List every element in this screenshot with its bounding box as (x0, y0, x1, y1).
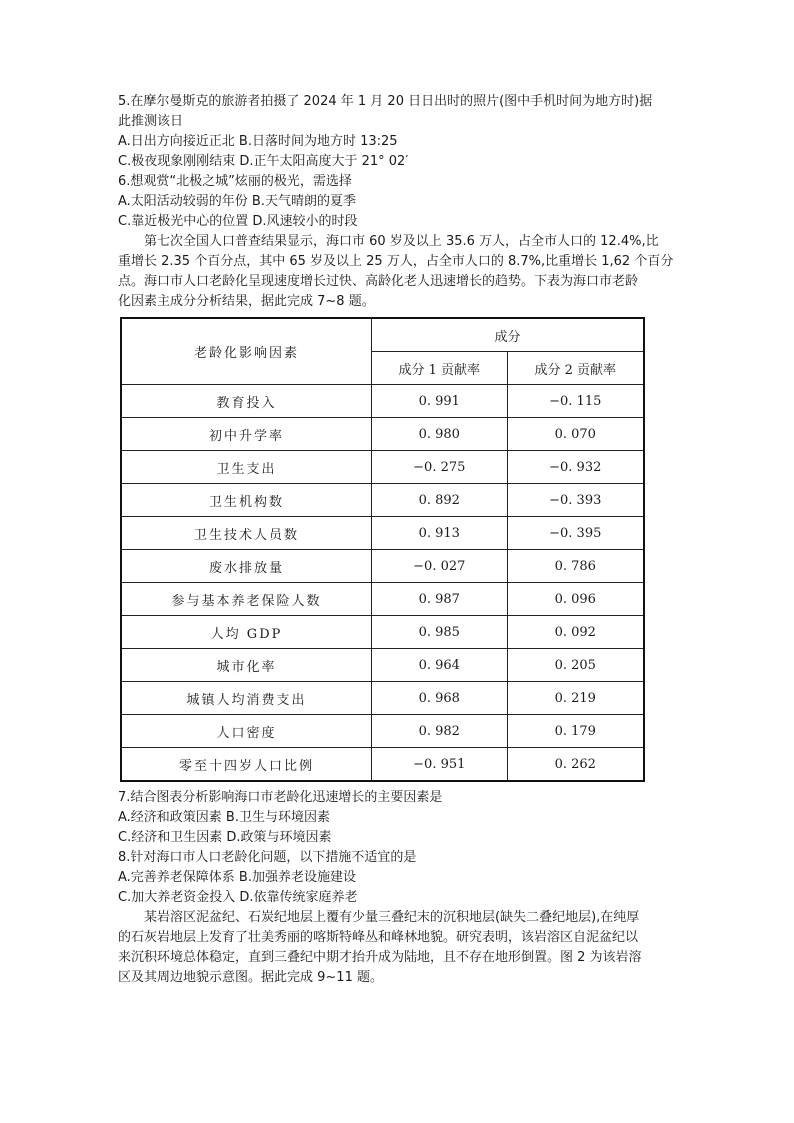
factor-cell: 参与基本养老保险人数 (121, 583, 372, 616)
passage-population-line: 第七次全国人口普查结果显示，海口市 60 岁及以上 35.6 万人，占全市人口的 12.4%,比 (144, 234, 659, 249)
factor-cell: 城市化率 (121, 649, 372, 682)
exam-page (118, 92, 678, 988)
component-1-value: 0. 985 (372, 616, 507, 649)
question-5-options-cd: C.极夜现象刚刚结束 D.正午太阳高度大于 21° 02′ (118, 154, 409, 169)
component-2-value: 0. 092 (507, 616, 644, 649)
component-group-header: 成分 (372, 318, 644, 352)
component-1-value: 0. 980 (372, 418, 507, 451)
component-1-header: 成分 1 贡献率 (372, 352, 507, 385)
component-2-value: 0. 786 (507, 550, 644, 583)
component-1-value: 0. 913 (372, 517, 507, 550)
question-8 (118, 848, 678, 908)
component-1-value: −0. 951 (372, 748, 507, 782)
component-2-value: 0. 179 (507, 715, 644, 748)
component-1-value: 0. 892 (372, 484, 507, 517)
factor-cell: 教育投入 (121, 385, 372, 418)
passage-karst-line: 来沉积环境总体稳定，直到三叠纪中期才抬升成为陆地，且不存在地形倒置。图 2 为该岩溶 (118, 950, 642, 965)
table-row (121, 385, 644, 418)
question-7-options-cd: C.经济和卫生因素 D.政策与环境因素 (118, 830, 332, 845)
question-5 (118, 92, 678, 172)
component-2-value: 0. 070 (507, 418, 644, 451)
question-7-stem: 7.结合图表分析影响海口市老龄化迅速增长的主要因素是 (118, 790, 443, 805)
component-1-value: 0. 968 (372, 682, 507, 715)
component-2-header: 成分 2 贡献率 (507, 352, 644, 385)
factor-cell: 零至十四岁人口比例 (121, 748, 372, 782)
table-row (121, 418, 644, 451)
component-2-value: −0. 932 (507, 451, 644, 484)
question-7 (118, 788, 678, 848)
component-1-value: −0. 027 (372, 550, 507, 583)
question-6-options-cd: C.靠近极光中心的位置 D.风速较小的时段 (118, 214, 358, 229)
factor-header: 老龄化影响因素 (121, 318, 372, 385)
question-8-options-ab: A.完善养老保障体系 B.加强养老设施建设 (118, 870, 356, 885)
factor-cell: 卫生机构数 (121, 484, 372, 517)
table-row (121, 715, 644, 748)
question-8-stem: 8.针对海口市人口老龄化问题，以下措施不适宜的是 (118, 850, 417, 865)
question-6-options-ab: A.太阳活动较弱的年份 B.天气晴朗的夏季 (118, 194, 356, 209)
table-row (121, 682, 644, 715)
question-5-options-ab: A.日出方向接近正北 B.日落时间为地方时 13:25 (118, 134, 398, 149)
factor-cell: 城镇人均消费支出 (121, 682, 372, 715)
table-row (121, 616, 644, 649)
component-2-value: 0. 096 (507, 583, 644, 616)
table-row (121, 484, 644, 517)
component-2-value: −0. 115 (507, 385, 644, 418)
table-row (121, 649, 644, 682)
table-row (121, 550, 644, 583)
table-header-row (121, 318, 644, 352)
factor-cell: 人均 GDP (121, 616, 372, 649)
factor-cell: 人口密度 (121, 715, 372, 748)
passage-population-line: 点。海口市人口老龄化呈现速度增长过快、高龄化老人迅速增长的趋势。下表为海口市老龄 (118, 274, 639, 289)
question-5-stem: 5.在摩尔曼斯克的旅游者拍摄了 2024 年 1 月 20 日日出时的照片(图中手机时间为地方时)据 (118, 94, 653, 109)
component-2-value: −0. 395 (507, 517, 644, 550)
passage-karst-line: 某岩溶区泥盆纪、石炭纪地层上覆有少量三叠纪末的沉积地层(缺失二叠纪地层),在纯厚 (144, 910, 640, 925)
component-1-value: 0. 987 (372, 583, 507, 616)
factor-cell: 卫生技术人员数 (121, 517, 372, 550)
passage-karst-line: 的石灰岩地层上发育了壮美秀丽的喀斯特峰丛和峰林地貌。研究表明，该岩溶区自泥盆纪以 (118, 930, 639, 945)
component-1-value: −0. 275 (372, 451, 507, 484)
passage-population-line: 重增长 2.35 个百分点，其中 65 岁及以上 25 万人，占全市人口的 8.7%,比重增长 1,62 个百分 (118, 254, 674, 269)
factor-cell: 初中升学率 (121, 418, 372, 451)
factor-cell: 废水排放量 (121, 550, 372, 583)
question-6-stem: 6.想观赏“北极之城”炫丽的极光，需选择 (118, 174, 352, 189)
question-5-stem-cont: 此推测该日 (118, 114, 184, 129)
aging-factor-table (120, 317, 645, 782)
table-row (121, 451, 644, 484)
passage-karst-line: 区及其周边地貌示意图。据此完成 9~11 题。 (118, 970, 383, 985)
factor-cell: 卫生支出 (121, 451, 372, 484)
table-row (121, 748, 644, 782)
table-row (121, 517, 644, 550)
passage-population-line: 化因素主成分分析结果，据此完成 7~8 题。 (118, 294, 375, 309)
passage-population (118, 232, 678, 312)
component-2-value: −0. 393 (507, 484, 644, 517)
table-row (121, 583, 644, 616)
component-1-value: 0. 982 (372, 715, 507, 748)
question-7-options-ab: A.经济和政策因素 B.卫生与环境因素 (118, 810, 330, 825)
component-1-value: 0. 964 (372, 649, 507, 682)
component-1-value: 0. 991 (372, 385, 507, 418)
component-2-value: 0. 205 (507, 649, 644, 682)
component-2-value: 0. 219 (507, 682, 644, 715)
passage-karst (118, 908, 678, 988)
question-8-options-cd: C.加大养老资金投入 D.依靠传统家庭养老 (118, 890, 358, 905)
component-2-value: 0. 262 (507, 748, 644, 782)
question-6 (118, 172, 678, 232)
